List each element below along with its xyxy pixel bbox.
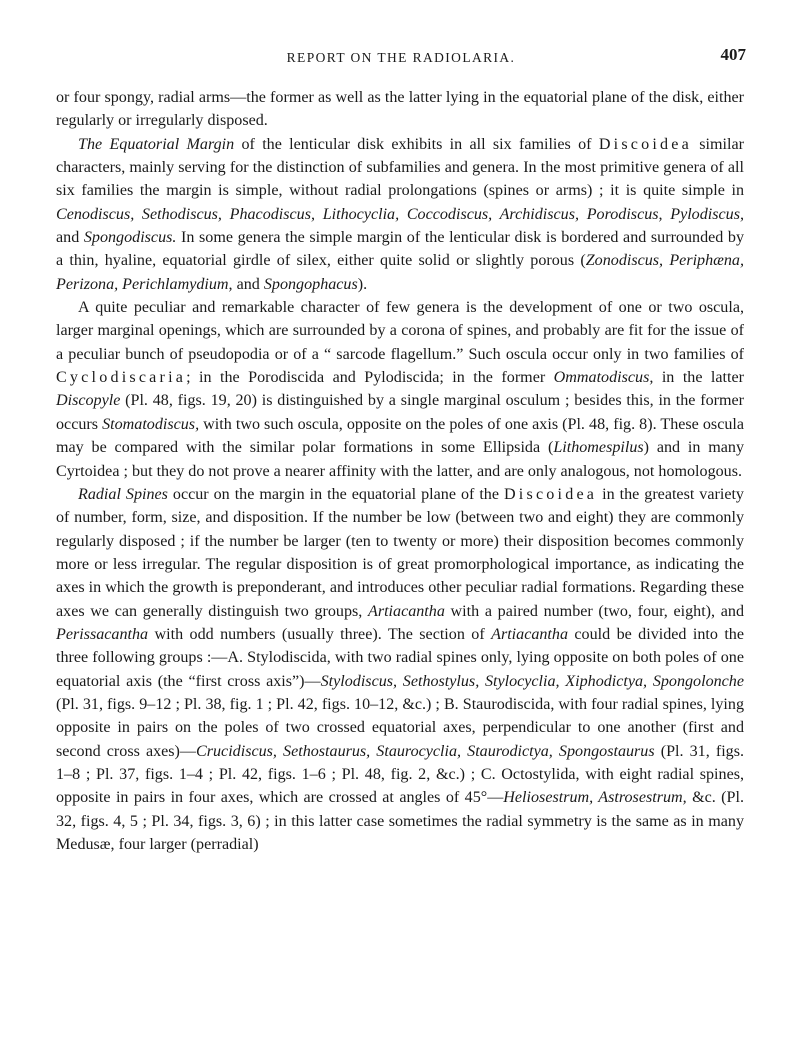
italic-term: Crucidiscus, Sethostaurus, Staurocyclia, Staurodictya, Spongostaurus [196,742,655,760]
text-run: ). [357,275,368,293]
text-run: (Pl. 31, figs. 1–8 ; Pl. 37, figs. 1–4 ; Pl. 42, figs. 1–6 ; Pl. 48, fig. 2, &c.) ; C. Octostylida, with eight radial spines, opposite in pairs in four axes, which are crossed at angles of 45°— [56,742,744,807]
text-run: could be divided into the three following groups :—A. Stylodiscida, with two radial spines only, lying opposite on both poles of one equatorial axis (the “first cross axis”)— [56,625,744,690]
page-header [56,44,746,74]
italic-term: Spongophacus [263,275,358,293]
text-run: in the latter [653,369,744,387]
spaced-term: Discoidea [503,485,598,503]
page-number: 407 [720,45,746,64]
text-run: with a paired number (two, four, eight), and [444,602,744,620]
text-run: ) and in many Cyrtoidea ; but they do not prove a nearer affinity with the latter, and are only analogous, not homologous. [56,439,744,480]
text-run: (Pl. 31, figs. 9–12 ; Pl. 38, fig. 1 ; Pl. 42, figs. 10–12, &c.) ; B. Staurodiscida, with four radial spines, lying opposite in pairs on the poles of two crossed equatorial axes, perpendicular to one another (first and second cross axes)— [56,695,744,760]
italic-term: Ommatodiscus, [553,369,654,387]
spaced-term: Cyclodiscaria [56,369,187,387]
italic-term: Lithomespilus [553,439,644,457]
italic-term: Artiacantha [491,625,568,643]
text-run: with two such oscula, opposite on the poles of one axis (Pl. 48, fig. 8). These oscula may be compared with the similar polar formations in some Ellipsida ( [56,415,744,457]
italic-term: Stylodiscus, Sethostylus, Stylocyclia, Xiphodictya, Spongolonche [320,672,744,690]
text-run: similar characters, mainly serving for the distinction of subfamilies and genera. In the most primitive genera of all six families the margin is simple, without radial prolongations (spines or arms) ; it is quite simple in [56,135,744,200]
text-run: occur on the margin in the equatorial plane of the [167,485,504,503]
paragraph [56,133,744,296]
running-title: REPORT ON THE RADIOLARIA. [286,50,516,65]
body-text [56,86,744,856]
italic-term: Cenodiscus, Sethodiscus, Phacodiscus, Lithocyclia, Coccodiscus, Archidiscus, Porodiscus, Pylodiscus, [56,205,744,223]
italic-term: Perissacantha [56,625,149,643]
italic-term: Discopyle [56,392,121,410]
italic-term: The Equatorial Margin [78,135,235,153]
text-run: &c. (Pl. 32, figs. 4, 5 ; Pl. 34, figs. 3, 6) ; in this latter case sometimes the radial symmetry is the same as in many Medusæ, four larger (perradial) [56,789,744,853]
italic-term: Heliosestrum, Astrosestrum, [503,789,687,807]
text-run: (Pl. 48, figs. 19, 20) is distinguished by a single marginal osculum ; besides this, in the former occurs [56,392,744,433]
italic-term: Stomatodiscus, [102,415,200,433]
paragraph [56,483,744,857]
italic-term: Radial Spines [78,485,168,503]
text-run: and [232,275,264,293]
italic-term: Zonodiscus, Periphæna, Perizona, Perichlamydium, [56,252,745,293]
text-run: in the greatest variety of number, form, size, and disposition. If the number be low (between two and eight) they are commonly regularly disposed ; if the number be larger (ten to twenty or more) their disposition becomes commonly more or less irregular. The regular disposition is of great promorphological importance, as indicating the axes in which the growth is preponderant, and introduces other peculiar radial formations. Regarding these axes we can generally distinguish two groups, [56,485,744,620]
text-run: with odd numbers (usually three). The section of [148,625,492,643]
text-run: or four spongy, radial arms—the former as well as the latter lying in the equatorial plane of the disk, either regularly or irregularly disposed. [56,89,744,130]
text-run: In some genera the simple margin of the lenticular disk is bordered and surrounded by a thin, hyaline, equatorial girdle of silex, either quite solid or slightly porous ( [56,229,745,270]
paragraph [56,86,744,133]
spaced-term: Discoidea [598,135,692,153]
text-run: of the lenticular disk exhibits in all six families of [234,135,599,153]
paragraph [56,296,744,483]
text-run: and [56,229,84,247]
text-run: A quite peculiar and remarkable character of few genera is the development of one or two oscula, larger marginal openings, which are surrounded by a corona of spines, and probably are fit for the issue of a peculiar bunch of pseudopodia or of a “ sarcode flagellum.” Such oscula occur only in two families of [56,299,744,363]
text-run: ; in the Porodiscida and Pylodiscida; in the former [186,369,554,387]
italic-term: Spongodiscus. [83,229,177,247]
italic-term: Artiacantha [367,602,445,620]
